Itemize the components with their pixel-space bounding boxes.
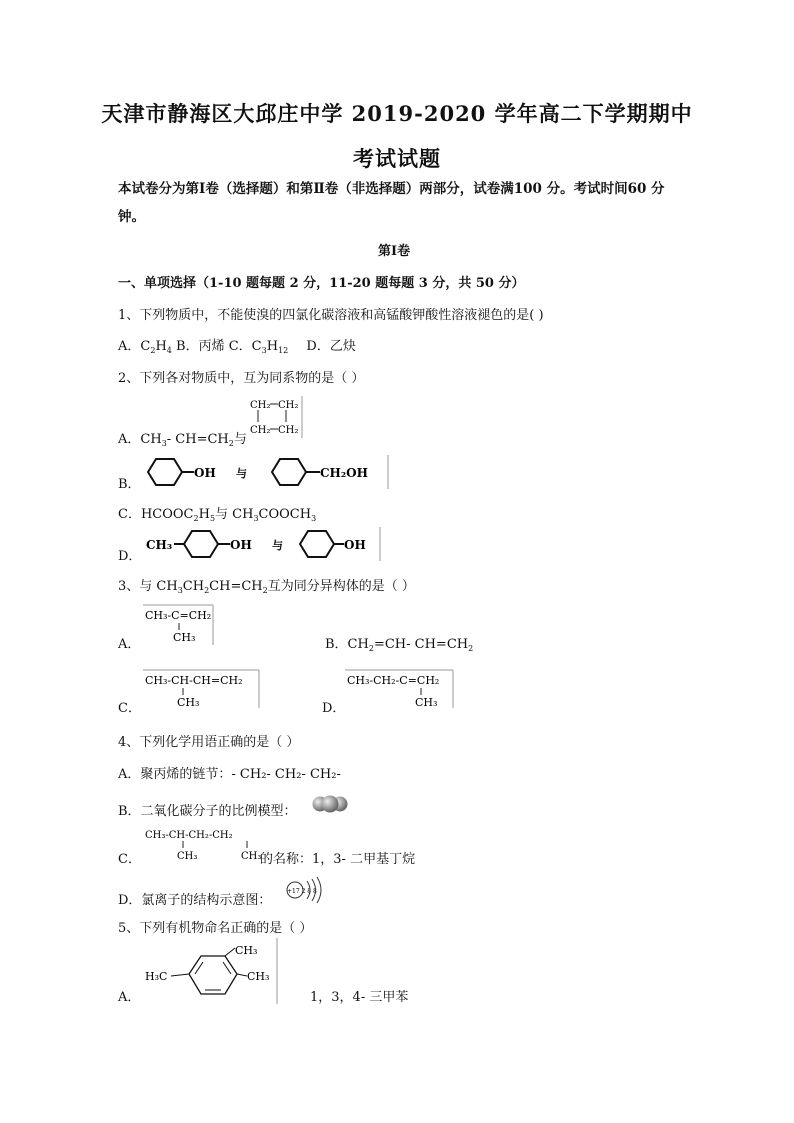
cyclobutane-structure: [248, 396, 304, 440]
ch3-group: CH₃: [146, 538, 173, 552]
structure-main-chain: CH₃-CH-CH₂-CH₂: [145, 830, 233, 841]
q3-option-b[interactable]: B．$CH_2=CH-$ $CH=CH_2$: [325, 637, 474, 653]
benzene-ring-icon: [300, 531, 334, 557]
structure-branch: CH₃: [173, 631, 196, 644]
q2-option-c[interactable]: C．$HCOOC_2H_5$与 $CH_3COOCH_3$: [118, 507, 317, 523]
methyl-top: CH₃: [235, 944, 258, 957]
question-1-options: [118, 335, 356, 355]
q3-structure-a: [143, 603, 218, 645]
q2-option-a[interactable]: A．$CH_3-$ $CH=CH_2$与: [118, 432, 247, 448]
trimethylbenzene-structure: [143, 938, 283, 1004]
ring-atom-bl: CH₂: [250, 425, 271, 436]
q5-option-a-name: 1，3，4- 三甲苯: [310, 990, 409, 1005]
q1-option-c[interactable]: C．$C_3H_{12}$: [228, 339, 289, 355]
q3-option-d-label[interactable]: D．: [322, 701, 346, 716]
part-heading: 第Ⅰ卷: [378, 244, 411, 259]
ring-atom-tr: CH₂: [278, 400, 299, 411]
structure-main-chain: CH₃-C=CH₂: [145, 609, 212, 622]
ch2oh-group: CH₂OH: [320, 466, 368, 480]
q2-option-d-label[interactable]: D．: [118, 549, 142, 564]
q4-structure-c: [143, 826, 268, 866]
q1-option-b[interactable]: B．丙烯: [176, 339, 225, 354]
structure-branch-1: CH₃: [177, 851, 198, 862]
connector-yu: 与: [272, 539, 283, 552]
benzene-ring-icon: [189, 956, 237, 994]
page-title: 天津市静海区大邱庄中学 2019-2020 学年高二下学期期中: [101, 101, 693, 126]
structure-branch: CH₃: [177, 696, 200, 709]
methyl-left: H₃C: [145, 970, 168, 983]
q4-option-b[interactable]: B．二氧化碳分子的比例模型：: [118, 804, 297, 819]
q3-option-c-label[interactable]: C．: [118, 701, 141, 716]
benzene-ring-icon: [184, 531, 218, 557]
q3-structure-d: [345, 668, 457, 710]
question-3-stem: 3、与 $CH_3CH_2CH=CH_2$互为同分异构体的是（ ）: [118, 579, 415, 595]
q1-option-a[interactable]: A．$C_2H_4$: [118, 339, 172, 355]
q5-option-a-label[interactable]: A．: [118, 990, 141, 1005]
cresol-phenol-structures: [144, 527, 384, 561]
chloride-ion-diagram-icon: [285, 876, 325, 904]
ring-atom-tl: CH₂: [250, 400, 271, 411]
oh-group: OH: [344, 538, 366, 552]
page-title-line2: 考试试题: [353, 146, 441, 171]
phenol-benzyl-alcohol-structures: [144, 455, 394, 489]
benzene-ring-icon: [272, 459, 306, 485]
q4-option-a[interactable]: A．聚丙烯的链节：- CH₂- CH₂- CH₂-: [118, 767, 341, 782]
connector-yu: 与: [236, 467, 247, 480]
oh-group: OH: [230, 538, 252, 552]
q3-structure-c: [143, 668, 263, 710]
benzene-ring-icon: [148, 459, 182, 485]
q1-option-d[interactable]: D．乙炔: [306, 339, 356, 354]
methyl-right: CH₃: [247, 970, 270, 983]
structure-branch-2: CH₃: [241, 851, 262, 862]
structure-main-chain: CH₃-CH-CH=CH₂: [145, 674, 243, 687]
question-1-stem: 1、下列物质中，不能使溴的四氯化碳溶液和高锰酸钾酸性溶液褪色的是( ): [118, 308, 544, 323]
q2-option-b-label[interactable]: B．: [118, 477, 141, 492]
ring-atom-br: CH₂: [278, 425, 299, 436]
section-heading: 一、单项选择（1-10 题每题 2 分，11-20 题每题 3 分，共 50 分）: [118, 276, 525, 291]
q4-option-c-name: 的名称：1，3- 二甲基丁烷: [260, 852, 416, 867]
co2-space-filling-model-icon: [312, 793, 348, 815]
question-5-stem: 5、下列有机物命名正确的是（ ）: [118, 921, 313, 936]
q3-option-a-label[interactable]: A．: [118, 637, 141, 652]
question-2-stem: 2、下列各对物质中，互为同系物的是（ ）: [118, 371, 365, 386]
exam-instructions: 本试卷分为第Ⅰ卷（选择题）和第Ⅱ卷（非选择题）两部分，试卷满100 分。考试时间60 分钟。: [118, 181, 665, 225]
structure-main-chain: CH₃-CH₂-C=CH₂: [347, 674, 440, 687]
question-4-stem: 4、下列化学用语正确的是（ ）: [118, 735, 300, 750]
ion-shell-label: +17 2 8 8: [287, 888, 317, 895]
structure-branch: CH₃: [415, 696, 438, 709]
q4-option-c-label[interactable]: C．: [118, 852, 141, 867]
q4-option-d[interactable]: D．氯离子的结构示意图：: [118, 893, 272, 908]
oh-group: OH: [194, 466, 216, 480]
